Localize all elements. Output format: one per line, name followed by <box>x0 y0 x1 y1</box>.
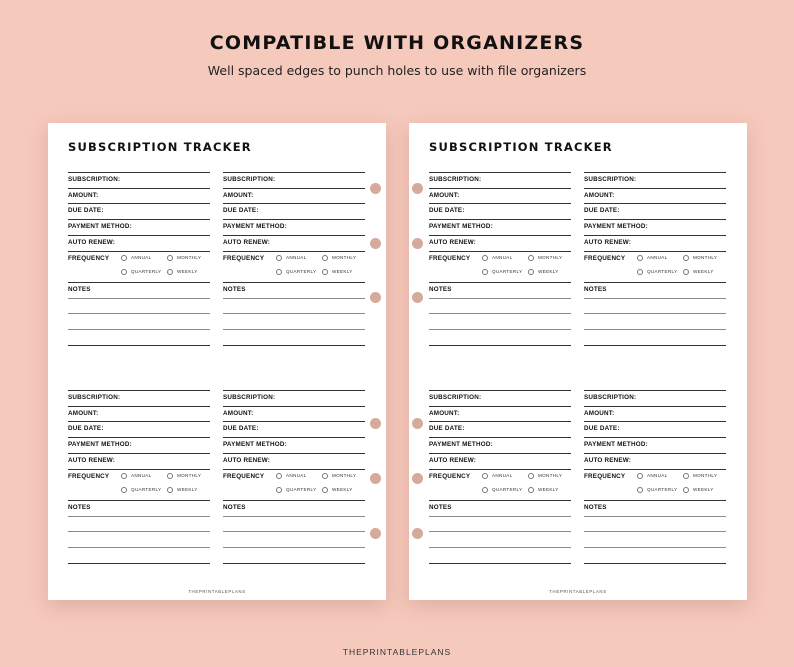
notes-line[interactable] <box>584 563 726 579</box>
field-label: DUE DATE: <box>223 207 259 215</box>
amount-field[interactable] <box>584 406 726 422</box>
option-label: QUARTERLY <box>492 487 523 493</box>
field-label: FREQUENCY <box>429 254 471 262</box>
radio-icon[interactable] <box>482 487 488 493</box>
field-label: DUE DATE: <box>429 207 465 215</box>
monthly-option[interactable] <box>322 255 356 261</box>
quarterly-option[interactable] <box>482 487 522 493</box>
annual-option[interactable] <box>276 255 306 261</box>
punch-hole-icon <box>412 238 423 249</box>
radio-icon[interactable] <box>528 255 534 261</box>
field-label: AUTO RENEW: <box>584 456 632 464</box>
due-date-field[interactable] <box>584 203 726 219</box>
quarterly-option[interactable] <box>276 487 316 493</box>
notes-line[interactable] <box>223 531 365 547</box>
auto-renew-field[interactable] <box>68 453 210 469</box>
punch-hole-icon <box>370 238 381 249</box>
annual-option[interactable] <box>637 255 667 261</box>
planner-page-left <box>48 123 386 600</box>
field-label: PAYMENT METHOD: <box>223 223 287 231</box>
notes-line[interactable] <box>429 345 571 361</box>
amount-field[interactable] <box>223 188 365 204</box>
payment-method-field[interactable] <box>68 219 210 235</box>
option-label: WEEKLY <box>332 269 353 275</box>
field-label: NOTES <box>223 285 246 293</box>
radio-icon[interactable] <box>121 487 127 493</box>
radio-icon[interactable] <box>167 473 173 479</box>
weekly-option[interactable] <box>528 487 559 493</box>
field-label: PAYMENT METHOD: <box>429 223 493 231</box>
field-label: FREQUENCY <box>68 254 110 262</box>
field-label: NOTES <box>584 285 607 293</box>
subscription-entry <box>68 172 210 382</box>
notes-line[interactable] <box>584 313 726 329</box>
field-label: NOTES <box>68 285 91 293</box>
option-label: ANNUAL <box>492 254 513 260</box>
radio-icon[interactable] <box>322 255 328 261</box>
frequency-options-row <box>68 484 210 499</box>
frequency-field <box>68 251 210 267</box>
frequency-field <box>68 469 210 485</box>
quarterly-option[interactable] <box>276 269 316 275</box>
radio-icon[interactable] <box>528 487 534 493</box>
field-label: FREQUENCY <box>223 472 265 480</box>
radio-icon[interactable] <box>683 269 689 275</box>
radio-icon[interactable] <box>121 255 127 261</box>
monthly-option[interactable] <box>322 473 356 479</box>
due-date-field[interactable] <box>223 421 365 437</box>
due-date-field[interactable] <box>223 203 365 219</box>
notes-line[interactable] <box>584 516 726 532</box>
option-label: MONTHLY <box>177 254 202 260</box>
field-label: PAYMENT METHOD: <box>223 441 287 449</box>
notes-line[interactable] <box>584 547 726 563</box>
option-label: WEEKLY <box>693 487 714 493</box>
frequency-field <box>429 251 571 267</box>
field-label: AMOUNT: <box>429 191 460 199</box>
subscription-entry <box>68 390 210 600</box>
weekly-option[interactable] <box>167 269 198 275</box>
radio-icon[interactable] <box>482 473 488 479</box>
notes-line[interactable] <box>223 563 365 579</box>
option-label: QUARTERLY <box>286 269 317 275</box>
notes-line[interactable] <box>429 313 571 329</box>
notes-field[interactable] <box>429 500 571 516</box>
page-title: SUBSCRIPTION TRACKER <box>68 140 252 154</box>
field-label: DUE DATE: <box>223 425 259 433</box>
option-label: ANNUAL <box>492 472 513 478</box>
payment-method-field[interactable] <box>584 219 726 235</box>
annual-option[interactable] <box>121 473 151 479</box>
frequency-field <box>429 469 571 485</box>
frequency-options-row <box>584 266 726 281</box>
option-label: MONTHLY <box>332 472 357 478</box>
punch-hole-icon <box>412 292 423 303</box>
field-label: AMOUNT: <box>429 409 460 417</box>
field-label: AUTO RENEW: <box>68 238 116 246</box>
notes-line[interactable] <box>584 345 726 361</box>
monthly-option[interactable] <box>528 473 562 479</box>
radio-icon[interactable] <box>121 473 127 479</box>
radio-icon[interactable] <box>167 255 173 261</box>
radio-icon[interactable] <box>167 487 173 493</box>
punch-hole-icon <box>370 292 381 303</box>
auto-renew-field[interactable] <box>68 235 210 251</box>
subscription-field[interactable] <box>223 172 365 188</box>
payment-method-field[interactable] <box>223 437 365 453</box>
subscription-field[interactable] <box>68 390 210 406</box>
notes-line[interactable] <box>68 329 210 345</box>
field-label: PAYMENT METHOD: <box>584 441 648 449</box>
auto-renew-field[interactable] <box>223 453 365 469</box>
notes-field[interactable] <box>68 282 210 298</box>
radio-icon[interactable] <box>276 473 282 479</box>
radio-icon[interactable] <box>637 269 643 275</box>
punch-hole-icon <box>370 528 381 539</box>
quarterly-option[interactable] <box>121 487 161 493</box>
subscription-entry <box>223 172 365 382</box>
monthly-option[interactable] <box>683 473 717 479</box>
notes-field[interactable] <box>68 500 210 516</box>
radio-icon[interactable] <box>322 487 328 493</box>
annual-option[interactable] <box>121 255 151 261</box>
notes-field[interactable] <box>223 500 365 516</box>
field-label: NOTES <box>429 285 452 293</box>
option-label: MONTHLY <box>177 472 202 478</box>
headline: COMPATIBLE WITH ORGANIZERS <box>209 32 585 54</box>
field-label: DUE DATE: <box>429 425 465 433</box>
field-label: DUE DATE: <box>68 425 104 433</box>
frequency-field <box>584 469 726 485</box>
field-label: SUBSCRIPTION: <box>223 394 276 401</box>
auto-renew-field[interactable] <box>429 453 571 469</box>
due-date-field[interactable] <box>429 203 571 219</box>
field-label: DUE DATE: <box>584 207 620 215</box>
subscription-field[interactable] <box>223 390 365 406</box>
quarterly-option[interactable] <box>637 487 677 493</box>
radio-icon[interactable] <box>322 269 328 275</box>
monthly-option[interactable] <box>683 255 717 261</box>
option-label: QUARTERLY <box>647 487 678 493</box>
field-label: PAYMENT METHOD: <box>68 441 132 449</box>
quarterly-option[interactable] <box>121 269 161 275</box>
due-date-field[interactable] <box>429 421 571 437</box>
notes-field[interactable] <box>584 282 726 298</box>
option-label: MONTHLY <box>538 472 563 478</box>
payment-method-field[interactable] <box>223 219 365 235</box>
radio-icon[interactable] <box>683 487 689 493</box>
field-label: AMOUNT: <box>584 409 615 417</box>
field-label: SUBSCRIPTION: <box>429 176 482 183</box>
amount-field[interactable] <box>68 188 210 204</box>
punch-hole-icon <box>370 183 381 194</box>
frequency-field <box>223 251 365 267</box>
field-label: AMOUNT: <box>223 191 254 199</box>
option-label: MONTHLY <box>538 254 563 260</box>
annual-option[interactable] <box>482 255 512 261</box>
field-label: SUBSCRIPTION: <box>223 176 276 183</box>
notes-line[interactable] <box>223 313 365 329</box>
radio-icon[interactable] <box>683 473 689 479</box>
option-label: WEEKLY <box>538 487 559 493</box>
annual-option[interactable] <box>482 473 512 479</box>
subscription-field[interactable] <box>584 390 726 406</box>
quarterly-option[interactable] <box>482 269 522 275</box>
notes-line[interactable] <box>68 298 210 314</box>
notes-field[interactable] <box>584 500 726 516</box>
option-label: ANNUAL <box>131 254 152 260</box>
field-label: AMOUNT: <box>68 409 99 417</box>
field-label: AUTO RENEW: <box>68 456 116 464</box>
payment-method-field[interactable] <box>429 219 571 235</box>
option-label: QUARTERLY <box>492 269 523 275</box>
notes-line[interactable] <box>429 516 571 532</box>
punch-hole-icon <box>370 473 381 484</box>
option-label: WEEKLY <box>332 487 353 493</box>
subscription-entry <box>429 390 571 600</box>
field-label: FREQUENCY <box>429 472 471 480</box>
notes-line[interactable] <box>223 329 365 345</box>
punch-hole-icon <box>412 183 423 194</box>
due-date-field[interactable] <box>584 421 726 437</box>
field-label: NOTES <box>223 503 246 511</box>
frequency-options-row <box>223 266 365 281</box>
option-label: WEEKLY <box>693 269 714 275</box>
field-label: SUBSCRIPTION: <box>429 394 482 401</box>
subscription-entry <box>429 172 571 382</box>
amount-field[interactable] <box>584 188 726 204</box>
radio-icon[interactable] <box>637 255 643 261</box>
field-label: AMOUNT: <box>223 409 254 417</box>
radio-icon[interactable] <box>322 473 328 479</box>
amount-field[interactable] <box>223 406 365 422</box>
notes-line[interactable] <box>584 329 726 345</box>
radio-icon[interactable] <box>482 255 488 261</box>
weekly-option[interactable] <box>322 269 353 275</box>
page-title: SUBSCRIPTION TRACKER <box>429 140 613 154</box>
field-label: AUTO RENEW: <box>429 456 477 464</box>
option-label: WEEKLY <box>538 269 559 275</box>
auto-renew-field[interactable] <box>584 235 726 251</box>
subscription-field[interactable] <box>68 172 210 188</box>
frequency-field <box>584 251 726 267</box>
option-label: QUARTERLY <box>131 487 162 493</box>
option-label: MONTHLY <box>693 472 718 478</box>
weekly-option[interactable] <box>322 487 353 493</box>
field-label: SUBSCRIPTION: <box>584 176 637 183</box>
field-label: SUBSCRIPTION: <box>68 176 121 183</box>
punch-hole-icon <box>412 418 423 429</box>
field-label: FREQUENCY <box>68 472 110 480</box>
option-label: ANNUAL <box>647 254 668 260</box>
annual-option[interactable] <box>276 473 306 479</box>
weekly-option[interactable] <box>683 487 714 493</box>
subscription-field[interactable] <box>429 172 571 188</box>
field-label: AUTO RENEW: <box>223 238 271 246</box>
monthly-option[interactable] <box>528 255 562 261</box>
planner-page-right <box>409 123 747 600</box>
page-footer: THEPRINTABLEPLANS <box>549 589 607 594</box>
quarterly-option[interactable] <box>637 269 677 275</box>
auto-renew-field[interactable] <box>223 235 365 251</box>
due-date-field[interactable] <box>68 421 210 437</box>
payment-method-field[interactable] <box>429 437 571 453</box>
radio-icon[interactable] <box>637 473 643 479</box>
notes-line[interactable] <box>68 563 210 579</box>
punch-hole-icon <box>412 473 423 484</box>
notes-line[interactable] <box>223 298 365 314</box>
notes-line[interactable] <box>68 313 210 329</box>
field-label: SUBSCRIPTION: <box>68 394 121 401</box>
radio-icon[interactable] <box>683 255 689 261</box>
field-label: FREQUENCY <box>223 254 265 262</box>
subscription-entry <box>584 172 726 382</box>
notes-line[interactable] <box>584 298 726 314</box>
subscription-entry <box>223 390 365 600</box>
brand-footer: THEPRINTABLEPLANS <box>342 647 452 657</box>
weekly-option[interactable] <box>683 269 714 275</box>
notes-line[interactable] <box>584 531 726 547</box>
option-label: QUARTERLY <box>647 269 678 275</box>
notes-line[interactable] <box>429 329 571 345</box>
field-label: DUE DATE: <box>584 425 620 433</box>
option-label: WEEKLY <box>177 487 198 493</box>
notes-line[interactable] <box>223 547 365 563</box>
punch-hole-icon <box>412 528 423 539</box>
subheadline: Well spaced edges to punch holes to use with file organizers <box>207 63 587 78</box>
field-label: SUBSCRIPTION: <box>584 394 637 401</box>
option-label: MONTHLY <box>332 254 357 260</box>
auto-renew-field[interactable] <box>429 235 571 251</box>
frequency-options-row <box>223 484 365 499</box>
field-label: AMOUNT: <box>584 191 615 199</box>
amount-field[interactable] <box>68 406 210 422</box>
option-label: ANNUAL <box>286 254 307 260</box>
radio-icon[interactable] <box>637 487 643 493</box>
notes-line[interactable] <box>68 531 210 547</box>
notes-line[interactable] <box>223 516 365 532</box>
option-label: WEEKLY <box>177 269 198 275</box>
weekly-option[interactable] <box>528 269 559 275</box>
subscription-field[interactable] <box>429 390 571 406</box>
field-label: PAYMENT METHOD: <box>584 223 648 231</box>
due-date-field[interactable] <box>68 203 210 219</box>
option-label: QUARTERLY <box>131 269 162 275</box>
notes-line[interactable] <box>429 531 571 547</box>
option-label: ANNUAL <box>131 472 152 478</box>
field-label: AUTO RENEW: <box>223 456 271 464</box>
notes-field[interactable] <box>429 282 571 298</box>
annual-option[interactable] <box>637 473 667 479</box>
amount-field[interactable] <box>429 188 571 204</box>
notes-line[interactable] <box>429 563 571 579</box>
field-label: NOTES <box>429 503 452 511</box>
page-footer: THEPRINTABLEPLANS <box>188 589 246 594</box>
weekly-option[interactable] <box>167 487 198 493</box>
notes-line[interactable] <box>429 298 571 314</box>
notes-line[interactable] <box>68 547 210 563</box>
payment-method-field[interactable] <box>584 437 726 453</box>
radio-icon[interactable] <box>167 269 173 275</box>
notes-line[interactable] <box>223 345 365 361</box>
notes-line[interactable] <box>68 516 210 532</box>
frequency-options-row <box>584 484 726 499</box>
field-label: AUTO RENEW: <box>584 238 632 246</box>
radio-icon[interactable] <box>276 269 282 275</box>
radio-icon[interactable] <box>482 269 488 275</box>
punch-hole-icon <box>370 418 381 429</box>
subscription-entry <box>584 390 726 600</box>
field-label: PAYMENT METHOD: <box>68 223 132 231</box>
radio-icon[interactable] <box>121 269 127 275</box>
option-label: QUARTERLY <box>286 487 317 493</box>
option-label: ANNUAL <box>286 472 307 478</box>
option-label: ANNUAL <box>647 472 668 478</box>
field-label: FREQUENCY <box>584 254 626 262</box>
monthly-option[interactable] <box>167 473 201 479</box>
option-label: MONTHLY <box>693 254 718 260</box>
frequency-field <box>223 469 365 485</box>
frequency-options-row <box>68 266 210 281</box>
field-label: DUE DATE: <box>68 207 104 215</box>
auto-renew-field[interactable] <box>584 453 726 469</box>
frequency-options-row <box>429 484 571 499</box>
radio-icon[interactable] <box>276 487 282 493</box>
payment-method-field[interactable] <box>68 437 210 453</box>
notes-line[interactable] <box>68 345 210 361</box>
field-label: PAYMENT METHOD: <box>429 441 493 449</box>
field-label: AMOUNT: <box>68 191 99 199</box>
amount-field[interactable] <box>429 406 571 422</box>
monthly-option[interactable] <box>167 255 201 261</box>
field-label: AUTO RENEW: <box>429 238 477 246</box>
notes-field[interactable] <box>223 282 365 298</box>
radio-icon[interactable] <box>528 269 534 275</box>
notes-line[interactable] <box>429 547 571 563</box>
subscription-field[interactable] <box>584 172 726 188</box>
radio-icon[interactable] <box>528 473 534 479</box>
frequency-options-row <box>429 266 571 281</box>
field-label: NOTES <box>68 503 91 511</box>
field-label: NOTES <box>584 503 607 511</box>
field-label: FREQUENCY <box>584 472 626 480</box>
radio-icon[interactable] <box>276 255 282 261</box>
